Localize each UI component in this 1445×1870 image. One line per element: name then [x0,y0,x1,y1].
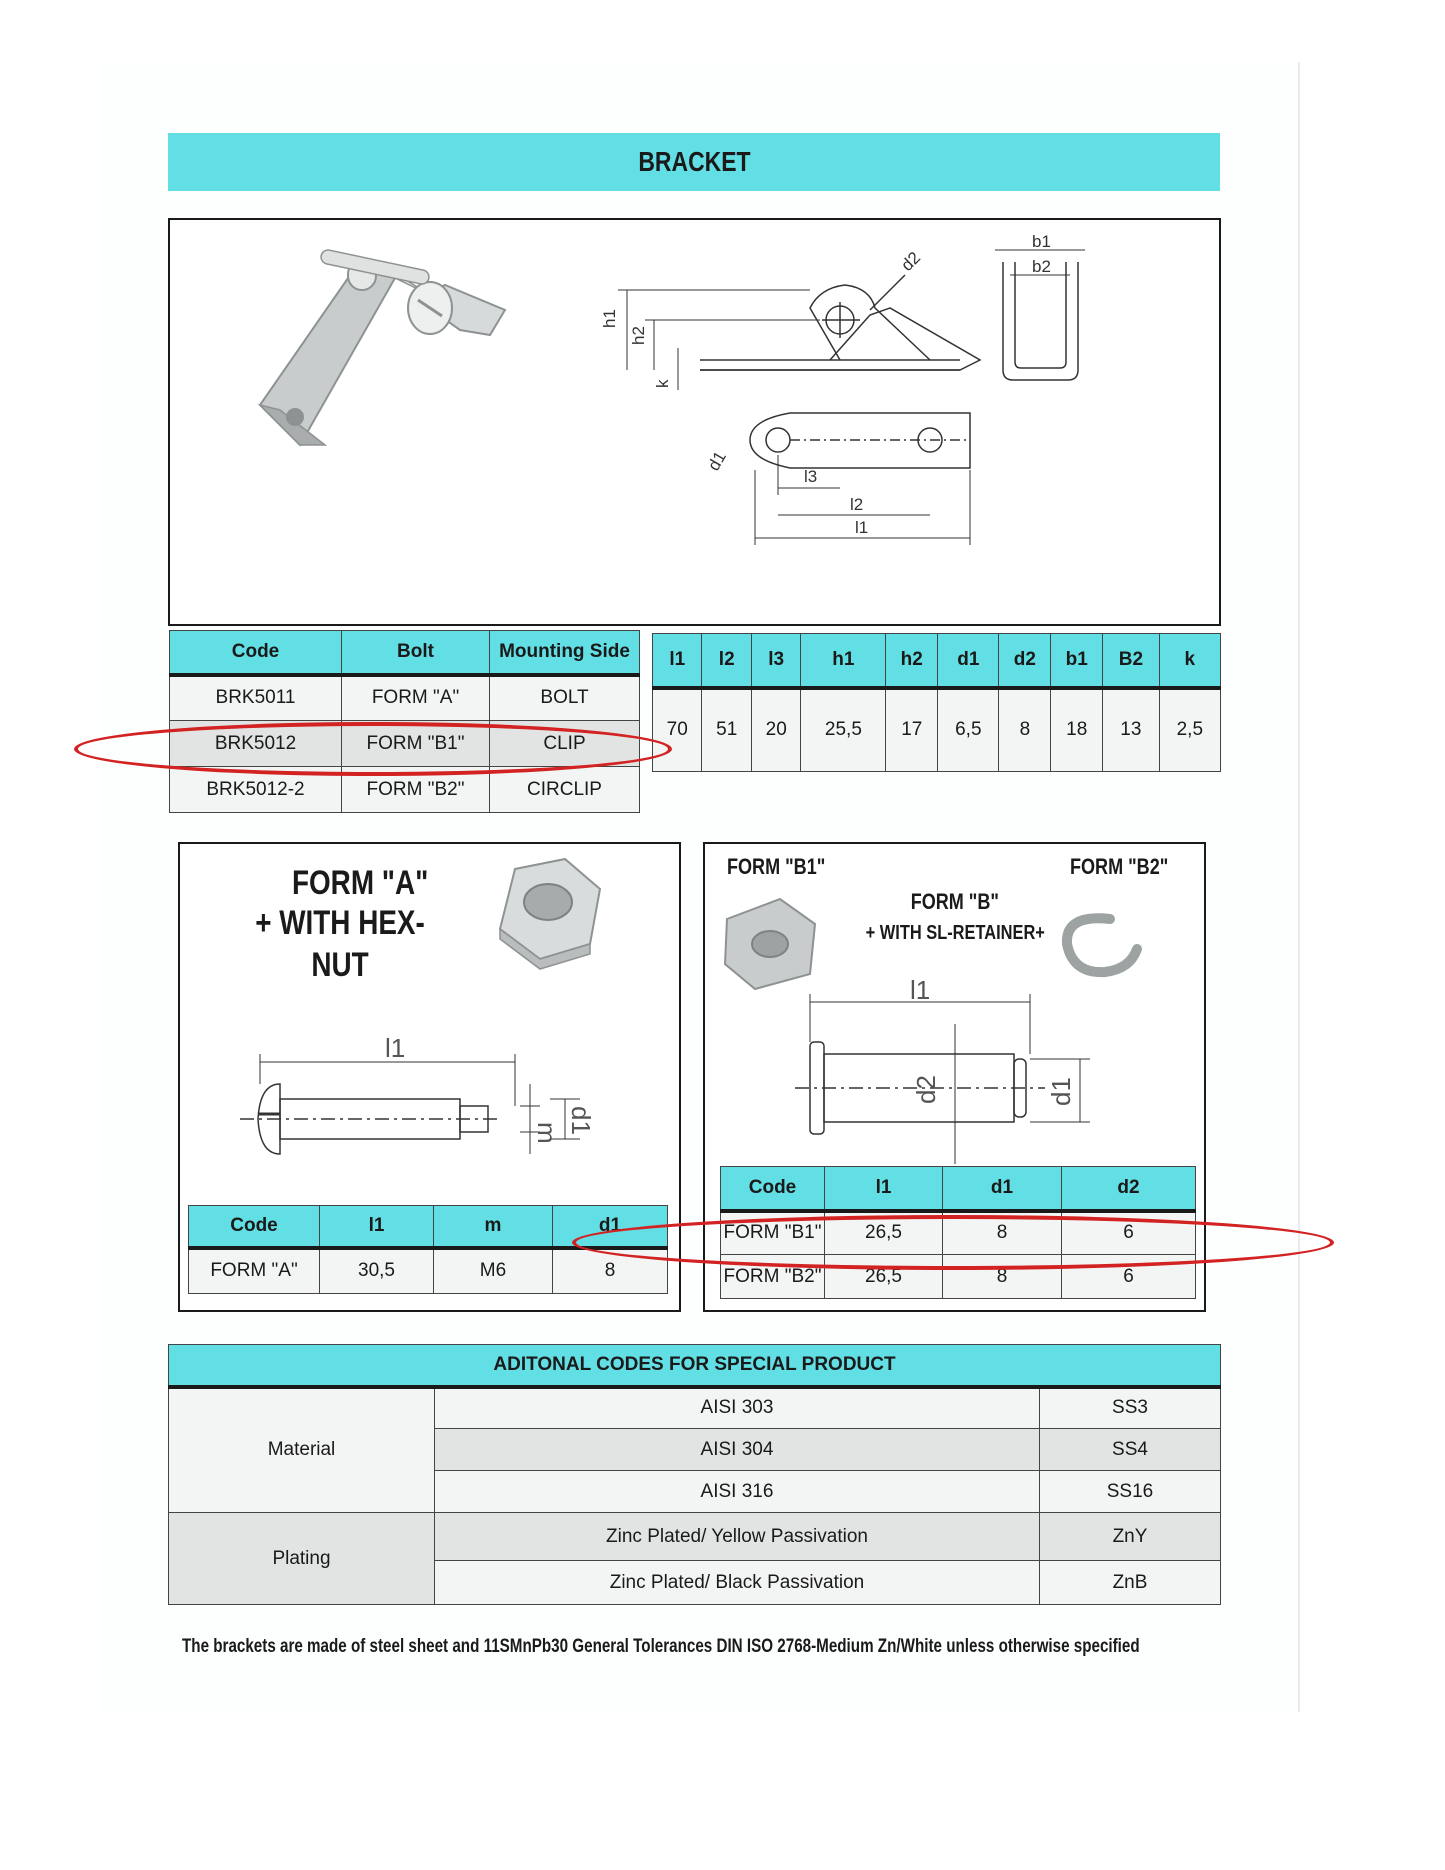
bolt-a-drawing [240,1054,580,1154]
cell-suffix: ZnY [1040,1513,1221,1561]
bracket-profile-view [618,275,980,390]
group-material: Material [169,1387,435,1513]
cell-code: FORM "B1" [721,1211,825,1255]
col-h1: h1 [801,634,886,688]
col-code: Code [189,1206,320,1248]
page-title: BRACKET [637,146,751,177]
bracket-3d-illustration [260,249,505,445]
col-l1: l1 [320,1206,434,1248]
val-h2: 17 [886,688,938,772]
val-l1: 70 [653,688,702,772]
dim-l3: l3 [804,467,818,486]
cell-d1: 8 [553,1248,668,1294]
cell-m: M6 [434,1248,553,1294]
col-d1: d1 [938,634,999,688]
form-b-dim-l1: l1 [910,975,931,1005]
footer-note-wrapper [182,1636,1222,1658]
cell-l1: 26,5 [825,1255,943,1299]
sl-retainer-illustration [725,899,815,989]
form-a-dim-m: m [532,1122,562,1144]
cell-d1: 8 [943,1211,1062,1255]
col-d2: d2 [1062,1167,1196,1211]
dimension-table [652,633,1221,772]
form-a-dim-d1: d1 [566,1106,596,1135]
dim-k: k [653,379,672,388]
val-d2: 8 [999,688,1051,772]
form-b-dim-d2: d2 [911,1075,941,1104]
col-l2: l2 [702,634,751,688]
table-row [189,1248,668,1294]
col-l1: l1 [825,1167,943,1211]
cell-d1: 8 [943,1255,1062,1299]
form-a-dim-l1: l1 [385,1033,406,1063]
cell-l1: 30,5 [320,1248,434,1294]
form-a-subheading: + WITH HEX-NUT [255,904,425,984]
cell-bolt: FORM "B2" [342,767,490,813]
cell-code: BRK5012 [170,721,342,767]
highlight-ellipse-form-b1 [572,1215,1334,1270]
dim-b1: b1 [1032,232,1051,251]
additional-codes-table [168,1344,1221,1605]
form-b1-label: FORM "B1" [727,854,826,879]
cell-code: FORM "A" [189,1248,320,1294]
form-a-heading: FORM "A" [291,864,429,902]
page-edge-line [1298,62,1300,1712]
dim-d1: d1 [704,448,730,474]
val-b2: 13 [1103,688,1160,772]
bracket-drawing [170,220,1219,624]
cell-code: FORM "B2" [721,1255,825,1299]
col-d1: d1 [943,1167,1062,1211]
col-m: m [434,1206,553,1248]
dim-d2: d2 [897,248,925,275]
col-code: Code [721,1167,825,1211]
col-b2: B2 [1103,634,1160,688]
additional-title: ADITONAL CODES FOR SPECIAL PRODUCT [169,1345,1221,1387]
cell-mount: BOLT [490,675,640,721]
dim-h2: h2 [629,326,648,345]
val-d1: 6,5 [938,688,999,772]
form-b2-label: FORM "B2" [1070,854,1169,879]
col-b1: b1 [1051,634,1103,688]
table-row [169,1513,1221,1561]
hex-nut-illustration [500,859,600,969]
cell-d2: 6 [1062,1255,1196,1299]
footer-note: The brackets are made of steel sheet and 11SMnPb30 General Tolerances DIN ISO 2768-Medium Zn/White unless otherwise specified [182,1636,1140,1657]
cell-option: Zinc Plated/ Black Passivation [435,1561,1040,1605]
group-plating: Plating [169,1513,435,1605]
col-mounting-side: Mounting Side [490,631,640,675]
val-l2: 51 [702,688,751,772]
cell-suffix: SS3 [1040,1387,1221,1429]
cell-option: AISI 304 [435,1429,1040,1471]
dim-l1: l1 [855,518,869,537]
col-code: Code [170,631,342,675]
form-b-dim-d1: d1 [1046,1077,1076,1106]
cell-mount: CLIP [490,721,640,767]
cell-l1: 26,5 [825,1211,943,1255]
col-l1: l1 [653,634,702,688]
val-h1: 25,5 [801,688,886,772]
cell-code: BRK5011 [170,675,342,721]
col-d2: d2 [999,634,1051,688]
cell-mount: CIRCLIP [490,767,640,813]
val-b1: 18 [1051,688,1103,772]
cell-code: BRK5012-2 [170,767,342,813]
table-row [169,1387,1221,1429]
cell-bolt: FORM "B1" [342,721,490,767]
form-b-heading: FORM "B" [910,889,1000,914]
cell-suffix: ZnB [1040,1561,1221,1605]
highlight-ellipse-brk5012 [74,722,672,776]
cell-option: AISI 316 [435,1471,1040,1513]
cell-d2: 6 [1062,1211,1196,1255]
cell-option: Zinc Plated/ Yellow Passivation [435,1513,1040,1561]
val-l3: 20 [751,688,800,772]
cell-option: AISI 303 [435,1387,1040,1429]
title-bar [168,133,1220,191]
col-l3: l3 [751,634,800,688]
col-d1: d1 [553,1206,668,1248]
dim-l2: l2 [850,495,864,514]
col-k: k [1159,634,1220,688]
col-h2: h2 [886,634,938,688]
cell-suffix: SS16 [1040,1471,1221,1513]
val-k: 2,5 [1159,688,1220,772]
table-row [653,688,1221,772]
col-bolt: Bolt [342,631,490,675]
cell-suffix: SS4 [1040,1429,1221,1471]
dim-h1: h1 [600,309,619,328]
table-row [170,675,640,721]
bracket-drawing-box [168,218,1221,626]
dim-b2: b2 [1032,257,1051,276]
form-b-subheading: + WITH SL-RETAINER+ [865,922,1045,944]
cell-bolt: FORM "A" [342,675,490,721]
